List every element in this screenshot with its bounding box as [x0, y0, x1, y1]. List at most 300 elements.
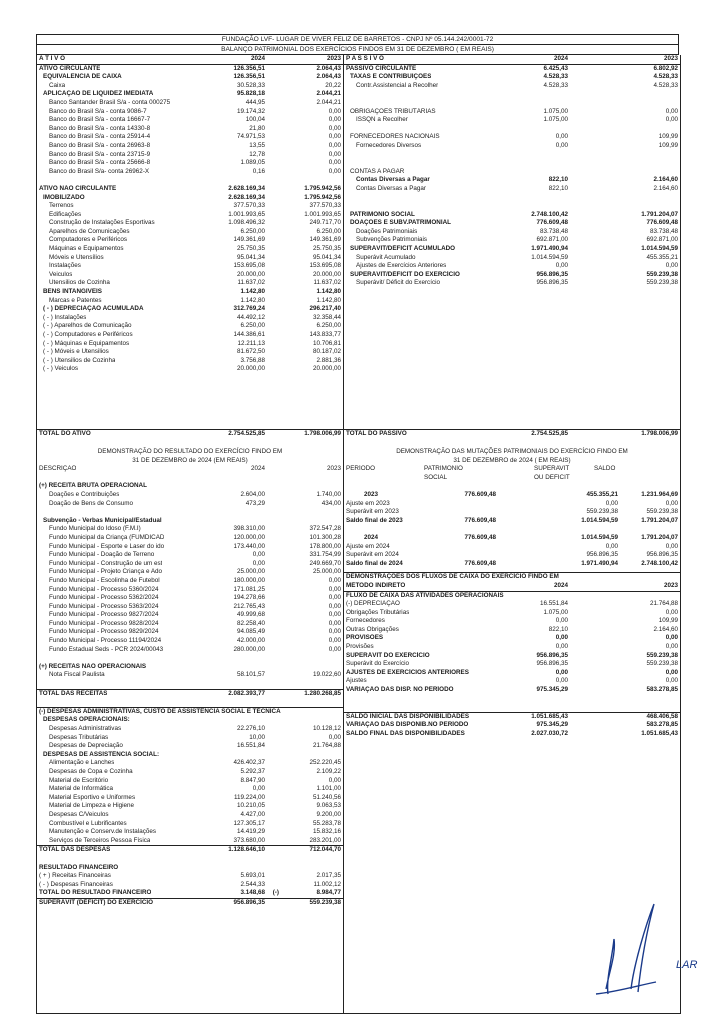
passivo-row	[344, 202, 680, 211]
passivo-row	[344, 271, 680, 280]
row-label: Edificações	[49, 210, 82, 218]
dre-row	[37, 603, 343, 612]
row-label: ( - ) Máquinas e Equipamentos	[43, 339, 130, 347]
row-value-2024: 1.075,00	[543, 116, 568, 124]
dmpl-superavit: 1.971.490,94	[581, 559, 618, 567]
dmpl-saldo: 956.896,35	[646, 551, 678, 559]
row-value-2024: 20.000,00	[236, 270, 265, 278]
row-value-2024: 11.637,02	[237, 279, 265, 287]
dre-row	[37, 698, 343, 707]
row-value-2024: 0,00	[252, 785, 265, 793]
row-label: Manutenção e Conserv.de Instalações	[49, 828, 156, 836]
dmpl-saldo: 0,00	[665, 499, 678, 507]
dfc-row	[344, 703, 680, 712]
row-label: VARIAÇÃO DAS DISPONIB.NO PERÍODO	[346, 721, 469, 729]
row-label: Despesas de Copa e Cozinha	[49, 767, 133, 775]
row-value-2023: 559.239,38	[646, 651, 678, 659]
row-value-2023: 1.795.942,56	[304, 184, 341, 192]
row-value-2024: 16.551,84	[539, 600, 568, 608]
row-value-2023: 2.164,60	[653, 184, 678, 192]
row-value-2024: 0,00	[555, 668, 568, 676]
ativo-row	[37, 211, 343, 220]
row-value-2024: 280.000,00	[233, 645, 265, 653]
dre-rows	[37, 474, 343, 908]
dre-row	[37, 568, 343, 577]
row-value-2023: 6.250,00	[316, 322, 341, 330]
row-value-2023: 559.239,38	[646, 270, 678, 278]
row-label: PASSIVO CIRCULANTE	[346, 64, 417, 72]
row-value-2023: 0,00	[328, 576, 341, 584]
dmpl-rows	[344, 482, 680, 568]
dmpl-superavit: 559.239,38	[586, 508, 618, 516]
row-label: Despesas Tributárias	[49, 733, 109, 741]
row-label: PATRIMONIO SOCIAL	[350, 210, 415, 218]
row-value-2023: 9.063,53	[316, 802, 341, 810]
row-label: Combustível e Lubrificantes	[49, 819, 127, 827]
ativo-row	[37, 314, 343, 323]
row-value-2023: 11.002,12	[313, 880, 341, 888]
row-value-2024: 377.570,33	[233, 202, 265, 210]
row-label: ISSQN a Recolher	[356, 116, 408, 124]
row-value-2023: 19.022,60	[312, 671, 341, 679]
row-value-2023: 0,00	[328, 628, 341, 636]
row-value-2023: 776.609,48	[646, 219, 678, 227]
ativo-row	[37, 365, 343, 374]
row-value-2024: 4.528,33	[543, 81, 568, 89]
dre-row	[37, 794, 343, 803]
row-value-2024: 14.419,29	[236, 828, 265, 836]
dre-title-2: 31 DE DEZEMBRO de 2024 (EM REAIS)	[132, 456, 248, 464]
row-value-2024: 473,29	[245, 499, 265, 507]
row-label: Contas Diversas a Pagar	[356, 176, 430, 184]
row-value-2023: 20.000,00	[312, 365, 341, 373]
row-label: Computadores e Periféricos	[49, 236, 128, 244]
dfc-row	[344, 582, 680, 592]
dmpl-period: 2024	[364, 533, 379, 541]
row-value-2024: 8.847,90	[240, 776, 265, 784]
row-value-2024: 95.041,34	[236, 253, 265, 261]
row-value-2023: 559.239,38	[646, 660, 678, 668]
row-value-2024: 975.345,29	[536, 686, 568, 694]
row-value-2023: 21.764,88	[312, 742, 341, 750]
dre-row	[37, 482, 343, 491]
row-value-2024: 5.693,01	[240, 872, 265, 880]
ativo-row	[37, 108, 343, 117]
dmpl-row	[344, 525, 680, 534]
row-value-2023: 25.000,00	[312, 568, 341, 576]
row-label: SUPERÁVIT (DÉFICIT) DO EXERCÍCIO	[39, 898, 154, 906]
row-value-2023: 2.064,43	[316, 64, 341, 72]
row-label: ( - ) Aparelhos de Comunicação	[43, 322, 132, 330]
row-value-2024: 21,80	[249, 124, 265, 132]
row-value-2024: 126.356,51	[233, 73, 265, 81]
row-label: (+) RECEITAS NÃO OPERACIONAIS	[39, 662, 147, 670]
row-value-2024: 16.551,84	[236, 742, 265, 750]
ativo-row	[37, 322, 343, 331]
row-label: Fornecedores	[346, 617, 385, 625]
passivo-row	[344, 151, 680, 160]
row-value-2023: 1.051.685,43	[641, 730, 678, 737]
dre-row	[37, 671, 343, 680]
ativo-row	[37, 340, 343, 349]
row-label: Fundo Municipal - Processo 5363/2024	[49, 602, 159, 610]
row-value-2024: 2024	[553, 581, 568, 589]
dfc-row	[344, 677, 680, 686]
row-label: Superávit Acumulado	[356, 253, 416, 261]
row-value-2023: 25.750,35	[312, 245, 341, 253]
row-value-2024: 6.250,00	[240, 227, 265, 235]
financial-statements-page	[36, 34, 698, 1014]
row-value-2024: 2.544,33	[240, 880, 265, 888]
dre-row	[37, 500, 343, 509]
row-value-2024: 776.609,48	[536, 219, 568, 227]
dre-row	[37, 768, 343, 777]
dfc-row	[344, 730, 680, 739]
row-label: OBRIGAÇÕES TRIBUTÁRIAS	[350, 107, 436, 115]
row-value-2023: 4.528,33	[653, 81, 678, 89]
row-label: MÉTODO INDIRETO	[346, 581, 406, 589]
dre-row	[37, 525, 343, 534]
dfc-row	[344, 626, 680, 635]
dre-row	[37, 654, 343, 663]
row-label: Superávit/ Déficit do Exercício	[356, 279, 440, 287]
ativo-row	[37, 82, 343, 91]
row-value-2023: 149.361,69	[309, 236, 341, 244]
row-label: ATIVO NÃO CIRCULANTE	[39, 184, 117, 192]
row-label: Superávit do Exercício	[346, 660, 409, 668]
dre-row	[37, 845, 343, 855]
row-label: Fundo Municipal - Processo 11194/2024	[49, 637, 162, 645]
row-value-2023: 0,00	[328, 167, 341, 175]
row-label: Móveis e Utensílios	[49, 253, 104, 261]
dmpl-title-2: 31 DE DEZEMBRO de 2024 ( EM REAIS)	[453, 456, 571, 464]
row-value-2024: 12.211,13	[237, 339, 265, 347]
row-value-2024: 82.258,40	[236, 619, 265, 627]
row-value-2024: 426.402,37	[233, 759, 265, 767]
row-label: Caixa	[49, 81, 66, 89]
row-value-2023: 0,00	[328, 645, 341, 653]
passivo-row	[344, 142, 680, 151]
row-value-2023: 0,00	[328, 124, 341, 132]
row-value-2023: 2.064,43	[316, 73, 341, 81]
dre-row	[37, 889, 343, 898]
row-value-2023: 0,00	[328, 116, 341, 124]
row-value-2024: 30.528,33	[236, 81, 265, 89]
row-label: Banco do Brasil S/a - conta 9086-7	[49, 107, 147, 115]
dfc-title: DEMONSTRAÇÕES DOS FLUXOS DE CAIXA DO EXERCÍCIO FINDO EM	[346, 573, 559, 581]
row-label: ( - ) DEPRECIAÇÃO ACUMULADA	[43, 305, 144, 313]
dre-row	[37, 707, 343, 717]
row-value-2024: 95.828,18	[236, 90, 265, 98]
row-value-2023: 2.017,35	[316, 872, 341, 880]
row-label: Subvenção - Verbas Municipal/Estadual	[43, 516, 162, 524]
dmpl-row	[344, 543, 680, 552]
passivo-row	[344, 168, 680, 177]
row-label: Serviços de Terceiros Pessoa Física	[49, 836, 151, 844]
dre-row	[37, 855, 343, 864]
row-label: Banco do Brasil S/a - conta 25666-8	[49, 159, 151, 167]
row-value-2023: 0,00	[328, 776, 341, 784]
row-label: AJUSTES DE EXERCÍCIOS ANTERIORES	[346, 668, 469, 676]
row-label: DESPESAS DE ASSISTÊNCIA SOCIAL:	[43, 750, 160, 758]
row-label: Banco do Brasil S/a- conta 26962-X	[49, 167, 150, 175]
row-value-2024: 956.896,35	[536, 660, 568, 668]
dre-row	[37, 689, 343, 699]
dfc-row	[344, 600, 680, 609]
row-label: Fundo Municipal - Processo 5360/2024	[49, 585, 159, 593]
row-label: Fundo Municipal - Doação de Terreno	[49, 551, 155, 559]
row-label: Fundo Municipal - Processo 9828/2024	[49, 619, 159, 627]
row-label: SUPERÁVIT/DÉFICIT DO EXERCÍCIO	[350, 270, 460, 278]
dmpl-title-1: DEMONSTRAÇÃO DAS MUTAÇÕES PATRIMONIAIS DO EXERCÍCIO FINDO EM	[396, 448, 628, 455]
dfc-row	[344, 643, 680, 652]
passivo-row	[344, 159, 680, 168]
row-value-2023: 455.355,21	[646, 253, 678, 261]
row-value-2023: 1.142,80	[316, 288, 341, 296]
row-value-2024: 956.896,35	[536, 279, 568, 287]
row-value-2024: 83.738,48	[539, 227, 568, 235]
row-value-2024: 74.971,53	[236, 133, 265, 141]
row-label: Banco do Brasil S/a - conta 25914-4	[49, 133, 151, 141]
balance-body	[37, 55, 680, 439]
passivo-row	[344, 99, 680, 108]
row-value-2023: 331.754,99	[309, 551, 341, 559]
row-value-2024: 10.210,05	[236, 802, 265, 810]
signature-initials: LAR	[676, 959, 698, 971]
row-value-2023: 583.278,85	[646, 686, 678, 694]
dmpl-row	[344, 482, 680, 491]
dfc-row	[344, 609, 680, 618]
passivo-rows	[344, 65, 680, 288]
row-label: Doação de Bens de Consumo	[49, 499, 134, 507]
row-value-2023: 0,00	[328, 150, 341, 158]
dfc-row	[344, 686, 680, 695]
dre-row	[37, 543, 343, 552]
dre-row	[37, 611, 343, 620]
row-value-2024: 0,00	[555, 634, 568, 642]
dre-row	[37, 881, 343, 890]
dmpl-row	[344, 517, 680, 526]
ativo-row	[37, 279, 343, 288]
row-value-2023: 0,00	[328, 107, 341, 115]
row-value-2023: 0,00	[328, 602, 341, 610]
ativo-row	[37, 357, 343, 366]
dre-header: DESCRIÇÃO 2024 2023	[39, 465, 341, 473]
ativo-row	[37, 151, 343, 160]
row-value-2023: 1.791.204,07	[641, 210, 678, 218]
row-marker: (-)	[272, 889, 279, 897]
passivo-row	[344, 90, 680, 99]
row-label: Alimentação e Lanches	[49, 759, 115, 767]
dre-row	[37, 716, 343, 725]
row-value-2024: 149.361,69	[233, 236, 265, 244]
row-label: Fundo Municipal - Processo 9829/2024	[49, 628, 159, 636]
row-value-2023: 2.164,60	[653, 176, 678, 184]
row-value-2023: 2.164,60	[653, 625, 678, 633]
row-label: Instalações	[49, 262, 81, 270]
row-value-2024: 144.386,61	[233, 331, 265, 338]
row-value-2023: 0,00	[328, 733, 341, 741]
ativo-row	[37, 116, 343, 125]
dmpl-patrimonio: 776.609,48	[464, 533, 496, 541]
ativo-row	[37, 297, 343, 306]
dfc-row	[344, 660, 680, 669]
row-label: Material de Informática	[49, 785, 114, 793]
row-value-2024: 2.628.169,34	[228, 193, 265, 201]
row-value-2024: 94.085,49	[236, 628, 265, 636]
row-value-2024: 0,00	[252, 559, 265, 567]
ativo-header: A T I V O 2024 2023	[37, 55, 343, 65]
row-value-2024: 444,95	[245, 98, 265, 106]
row-value-2023: 109,99	[658, 617, 678, 625]
passivo-row	[344, 133, 680, 142]
row-value-2023: 0,00	[328, 159, 341, 167]
row-label: SALDO FINAL DAS DISPONIBILIDADES	[346, 730, 465, 737]
row-label: Fornecedores Diversos	[356, 141, 422, 149]
row-value-2023: 583.278,85	[646, 721, 678, 729]
passivo-row	[344, 185, 680, 194]
row-value-2023: 0,00	[328, 594, 341, 602]
row-value-2023: 559.239,38	[309, 898, 341, 906]
row-value-2024: 822,10	[548, 184, 568, 192]
passivo-row	[344, 73, 680, 82]
row-value-2024: 58.101,57	[236, 671, 265, 679]
dmpl-superavit: 0,00	[605, 499, 618, 507]
row-value-2024: 0,00	[555, 141, 568, 149]
row-value-2023: 2.109,22	[316, 767, 341, 775]
row-value-2023: 83.738,48	[649, 227, 678, 235]
row-value-2024: 373.680,00	[233, 836, 265, 844]
row-label: (+) RECEITA BRUTA OPERACIONAL	[39, 482, 147, 490]
row-value-2023: 101.300,28	[309, 533, 341, 541]
passivo-header: P A S S I V O 2024 2023	[344, 55, 680, 65]
ativo-row	[37, 194, 343, 203]
row-value-2023: 0,00	[328, 619, 341, 627]
row-label: Utensilios de Cozinha	[49, 279, 110, 287]
row-value-2024: 822,10	[548, 176, 568, 184]
row-label: (-) DESPESAS ADMINISTRATIVAS, CUSTO DE ASSISTÊNCIA SOCIAL E TÉCNICA	[39, 707, 281, 715]
row-value-2023: 10.128,12	[312, 725, 341, 732]
row-value-2024: 20.000,00	[236, 365, 265, 373]
row-label: Nota Fiscal Paulista	[49, 671, 105, 679]
dfc-row	[344, 721, 680, 730]
row-value-2024: 173.440,00	[233, 542, 265, 550]
passivo-row	[344, 125, 680, 134]
row-value-2024: 1.971.490,94	[531, 245, 568, 253]
ativo-row	[37, 142, 343, 151]
row-value-2024: 119.224,00	[233, 793, 265, 801]
row-label: Outras Obrigações	[346, 625, 399, 633]
row-label: Marcas e Patentes	[49, 296, 102, 304]
row-value-2023: 178.800,00	[309, 542, 341, 550]
row-label: Aparelhos de Comunicações	[49, 227, 130, 235]
dmpl-saldo: 1.791.204,07	[641, 533, 678, 541]
passivo-row	[344, 82, 680, 91]
row-label: SUPERÁVIT/DÉFICIT ACUMULADO	[350, 245, 456, 253]
row-value-2024: 10,00	[249, 733, 265, 741]
row-label: Banco Santander Brasil S/a - conta 000275	[49, 98, 171, 106]
row-label: Material de Escritório	[49, 776, 109, 784]
row-label: Máquinas e Equipamentos	[49, 245, 124, 253]
row-value-2023: 377.570,33	[309, 202, 341, 210]
dre-title-1: DEMONSTRAÇÃO DO RESULTADO DO EXERCÍCIO FINDO EM	[97, 448, 283, 455]
row-label: Fundo Municipal da Criança (FUMDICAD	[49, 533, 165, 541]
row-value-2023: 2.044,21	[316, 98, 341, 106]
signature-drawing	[576, 894, 676, 1004]
row-label: ( + ) Receitas Financeiras	[39, 872, 111, 880]
row-label: Doações Patrimoniais	[356, 227, 418, 235]
row-value-2024: 49.999,68	[236, 611, 265, 619]
dre-row	[37, 646, 343, 655]
passivo-total-row: TOTAL DO PASSIVO 2.754.525,85 1.798.006,99	[346, 430, 678, 438]
passivo-row	[344, 65, 680, 74]
row-label: SUPERÁVIT DO EXERCÍCIO	[346, 651, 430, 659]
ativo-row	[37, 65, 343, 74]
row-value-2024: 692.871,00	[536, 236, 568, 244]
row-label: Banco do Brasil S/a - conta 26963-8	[49, 141, 151, 149]
row-value-2023: 55.283,78	[312, 819, 341, 827]
row-value-2024: 1.128.646,10	[228, 846, 265, 854]
dre-row	[37, 725, 343, 734]
row-label: Fundo Estadual Seds - PCR 2024/00043	[49, 645, 164, 653]
row-label: SALDO INICIAL DAS DISPONIBILIDADES	[346, 712, 470, 720]
dmpl-superavit: 1.014.594,59	[581, 533, 618, 541]
row-value-2023: 1.142,80	[316, 296, 341, 304]
row-value-2024: 1.051.685,43	[531, 712, 568, 720]
dfc-row	[344, 669, 680, 678]
dre-row	[37, 534, 343, 543]
row-label: ( - ) Instalações	[43, 313, 87, 321]
row-value-2023: 1.280.268,85	[304, 689, 341, 697]
dre-row	[37, 751, 343, 760]
ativo-row	[37, 90, 343, 99]
dmpl-header: PERÍODO PATRIMONIO SUPERAVIT SALDO	[346, 465, 616, 473]
dre-row	[37, 802, 343, 811]
row-label: BENS INTANGIVEIS	[43, 288, 103, 296]
dmpl-superavit: 0,00	[605, 542, 618, 550]
ativo-row	[37, 236, 343, 245]
ativo-row	[37, 305, 343, 314]
row-value-2023: 249.717,70	[309, 219, 341, 227]
ativo-rows	[37, 65, 343, 374]
dmpl-patrimonio: 776.609,48	[464, 516, 496, 524]
row-label: (-) DEPRECIAÇÃO	[346, 600, 400, 608]
row-value-2023: 0,00	[665, 634, 678, 642]
dmpl-row	[344, 560, 680, 569]
dmpl-saldo: 0,00	[665, 542, 678, 550]
row-label: ( - ) Computadores e Periféricos	[43, 331, 133, 338]
row-value-2024: 956.896,35	[536, 270, 568, 278]
row-label: Fundo Municipal do Idoso (F.M.I)	[49, 525, 141, 533]
row-value-2023: 0,00	[665, 107, 678, 115]
row-value-2024: 1.001.993,65	[228, 210, 265, 218]
row-label: Veiculos	[49, 270, 73, 278]
row-label: Provisões	[346, 643, 374, 651]
row-value-2024: 42.000,00	[236, 637, 265, 645]
dre-column	[37, 439, 344, 1013]
row-label: Ajustes de Exercícios Anteriores	[356, 262, 447, 270]
ativo-row	[37, 288, 343, 297]
row-label: Despesas C/Veiculos	[49, 810, 109, 818]
row-value-2024: 1.142,80	[240, 288, 265, 296]
dre-row	[37, 560, 343, 569]
row-label: DOAÇÕES E SUBV.PATRIMONIAL	[350, 219, 451, 227]
row-label: Contas Diversas a Pagar	[356, 184, 426, 192]
row-label: Fundo Municipal - Esporte e Laser do ido	[49, 542, 165, 550]
row-value-2024: 100,04	[245, 116, 265, 124]
dre-row	[37, 734, 343, 743]
row-value-2024: 6.250,00	[240, 322, 265, 330]
